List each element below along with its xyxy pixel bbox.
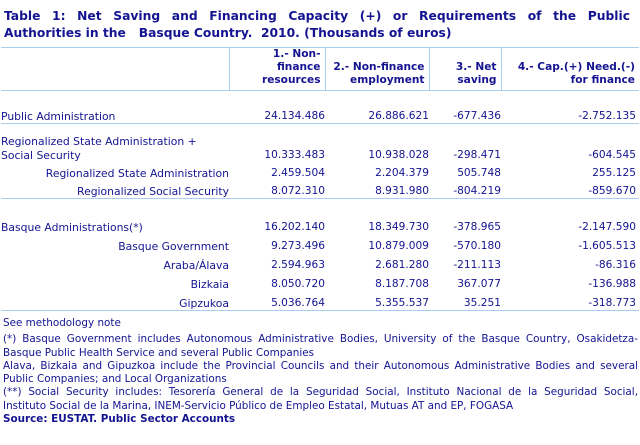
cell-value: 8.931.980 bbox=[325, 180, 429, 199]
note-star-line-3: Alava, Bizkaia and Gipuzkoa include the Provincial Councils and their Autonomous Administrative Bodies and several bbox=[3, 359, 638, 372]
cell-value: -570.180 bbox=[453, 239, 501, 252]
table-row bbox=[1, 180, 639, 199]
spacer-cell bbox=[429, 199, 501, 216]
cell-value: 8.050.720 bbox=[271, 277, 325, 290]
cell-value: -677.436 bbox=[429, 91, 501, 124]
header-line-2: employment bbox=[350, 74, 425, 86]
cell-value: 24.134.486 bbox=[229, 91, 325, 124]
note-double-star-line-1: (**) Social Security includes: Tesorería General de la Seguridad Social, Instituto Nacional de la Seguridad Social, bbox=[3, 386, 638, 399]
spacer-cell bbox=[501, 199, 639, 216]
header-line-1: 3.- Net bbox=[455, 61, 497, 73]
cell-value: 2.594.963 bbox=[271, 258, 325, 271]
cell-value: -2.752.135 bbox=[501, 91, 639, 124]
note-group-single-star bbox=[3, 333, 638, 386]
note-source: Source: EUSTAT. Public Sector Accounts bbox=[3, 413, 236, 426]
table-row bbox=[1, 253, 639, 272]
cell-value: 2.204.379 bbox=[375, 166, 429, 179]
cell-value: 8.187.708 bbox=[375, 277, 429, 290]
cell-value: -378.965 bbox=[453, 220, 501, 233]
spacer-cell bbox=[325, 199, 429, 216]
cell-value: -859.670 bbox=[501, 180, 639, 199]
note-double-star-line-2: Instituto Social de la Marina, INEM-Servicio Público de Empleo Estatal, Mutuas AT and EP, FOGASA bbox=[3, 399, 514, 412]
cell-value: 10.938.028 bbox=[368, 148, 429, 161]
row-label-regionalized-social-security: Regionalized Social Security bbox=[1, 180, 229, 199]
cell-value: -318.773 bbox=[501, 291, 639, 311]
header-line-2: saving bbox=[457, 74, 497, 86]
table-title-line-2: Authorities in the Basque Country. 2010. (Thousands of euros) bbox=[4, 25, 452, 40]
row-label-basque-administrations: Basque Administrations(*) bbox=[1, 220, 143, 234]
cell-value: 8.072.310 bbox=[229, 180, 325, 199]
header-cell-blank bbox=[1, 48, 229, 91]
row-label-regionalized-state-administration: Regionalized State Administration bbox=[45, 166, 229, 180]
row-label-basque-government: Basque Government bbox=[118, 239, 229, 253]
table-notes bbox=[0, 311, 640, 426]
cell-value: -2.147.590 bbox=[578, 220, 636, 233]
cell-value: 255.125 bbox=[592, 166, 636, 179]
row-label-regionalized-state-administration-social-security bbox=[1, 124, 229, 163]
header-cell-non-finance-employment bbox=[325, 48, 429, 91]
row-label-bizkaia: Bizkaia bbox=[190, 277, 229, 291]
table-row bbox=[1, 215, 639, 234]
cell-value: 9.273.496 bbox=[271, 239, 325, 252]
cell-value: 10.879.009 bbox=[368, 239, 429, 252]
header-line-1: 2.- Non-finance bbox=[333, 61, 425, 73]
cell-value: -211.113 bbox=[453, 258, 501, 271]
table-row bbox=[1, 91, 639, 124]
table-title bbox=[0, 0, 632, 41]
table-row bbox=[1, 234, 639, 253]
table-spacer-row bbox=[1, 199, 639, 216]
row-label-araba-alava: Araba/Álava bbox=[163, 258, 229, 272]
row-label-line-2: Social Security bbox=[1, 148, 81, 162]
header-line-1: 4.- Cap.(+) Need.(-) bbox=[517, 61, 635, 73]
table-row bbox=[1, 162, 639, 180]
cell-value: -298.471 bbox=[453, 148, 501, 161]
header-line-1: 1.- Non-finance bbox=[272, 48, 321, 73]
cell-value: 18.349.730 bbox=[368, 220, 429, 233]
cell-value: 367.077 bbox=[457, 277, 501, 290]
spacer-cell bbox=[229, 199, 325, 216]
note-methodology: See methodology note bbox=[3, 317, 121, 329]
cell-value: 5.036.764 bbox=[229, 291, 325, 311]
header-cell-net-saving bbox=[429, 48, 501, 91]
cell-value: -136.988 bbox=[588, 277, 636, 290]
note-star-line-4: Public Companies; and Local Organizations bbox=[3, 373, 227, 386]
note-star-line-2: Basque Public Health Service and several Public Companies bbox=[3, 346, 315, 359]
header-cell-non-finance-resources bbox=[229, 48, 325, 91]
spacer-cell bbox=[1, 199, 229, 216]
cell-value: 26.886.621 bbox=[325, 91, 429, 124]
cell-value: 505.748 bbox=[457, 166, 501, 179]
header-cell-cap-need-finance bbox=[501, 48, 639, 91]
header-line-2: resources bbox=[261, 74, 321, 86]
header-line-2: for finance bbox=[570, 74, 635, 86]
note-star-line-1: (*) Basque Government includes Autonomous Administrative Bodies, University of the Basque Country, Osakidetza- bbox=[3, 333, 638, 346]
row-label-line-1: Regionalized State Administration + bbox=[1, 135, 197, 148]
financial-table bbox=[1, 47, 639, 311]
table-row bbox=[1, 291, 639, 311]
table-row bbox=[1, 124, 639, 163]
table-title-line-1: Table 1: Net Saving and Financing Capacity (+) or Requirements of the Public bbox=[4, 9, 630, 23]
row-label-gipzukoa: Gipzukoa bbox=[1, 291, 229, 311]
cell-value: 35.251 bbox=[429, 291, 501, 311]
table-header-row bbox=[1, 48, 639, 91]
cell-value: 2.459.504 bbox=[271, 166, 325, 179]
cell-value: -804.219 bbox=[429, 180, 501, 199]
table-row bbox=[1, 272, 639, 291]
cell-value: 16.202.140 bbox=[264, 220, 325, 233]
cell-value: 5.355.537 bbox=[325, 291, 429, 311]
row-label-public-administration: Public Administration bbox=[1, 91, 229, 124]
cell-value: 10.333.483 bbox=[264, 148, 325, 161]
cell-value: -1.605.513 bbox=[578, 239, 636, 252]
cell-value: -86.316 bbox=[595, 258, 636, 271]
cell-value: -604.545 bbox=[588, 148, 636, 161]
cell-value: 2.681.280 bbox=[375, 258, 429, 271]
